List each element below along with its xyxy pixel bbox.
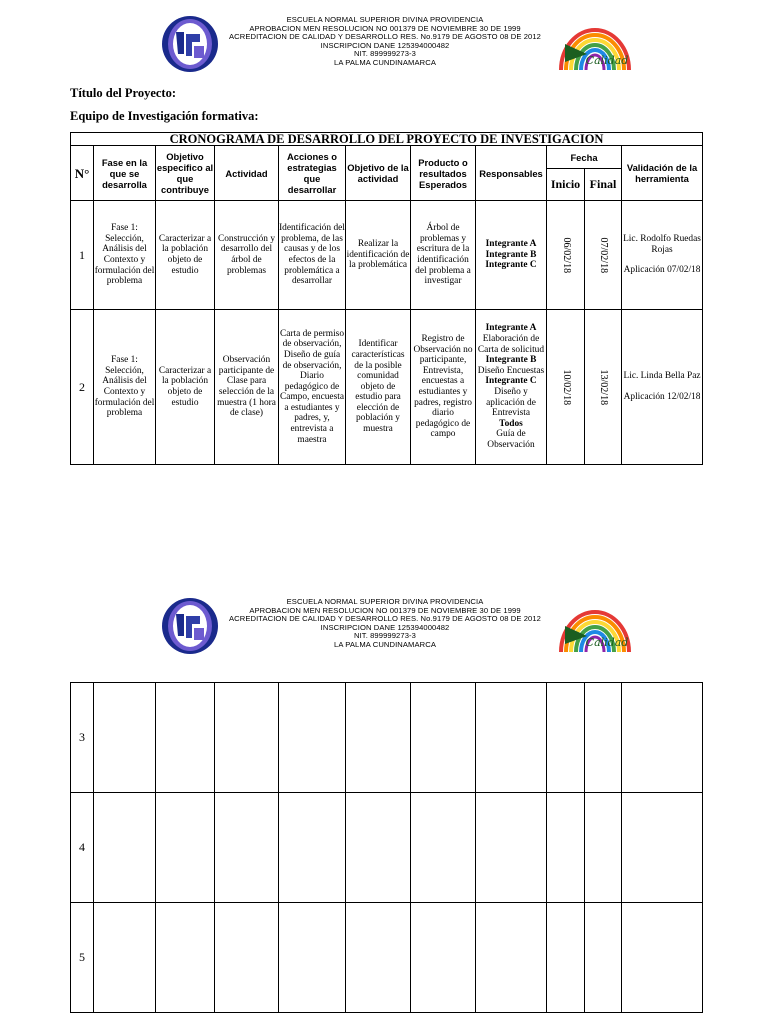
dane-line: INSCRIPCION DANE 125394000482 [320,622,450,632]
responsable: Todos [499,418,523,429]
cell-objetivo-actividad: Identificar características de la posible comunidad objeto de estudio para elección de población y muestra [346,310,411,465]
cell-validacion [622,201,703,310]
accreditation-line: ACREDITACION DE CALIDAD Y DESARROLLO RES. No.9179 DE AGOSTO 08 DE 2012 [229,614,541,624]
cell-acciones: Identificación del problema, de las causas y de los efectos de la problemática a desarrollar [279,201,346,310]
cell-validacion [622,310,703,465]
header-objetivo-especifico: Objetivo especifico al que contribuye [156,146,215,201]
cell-inicio [547,310,585,465]
nit-line: NIT. 899999273-3 [354,631,416,641]
schedule-table [70,132,703,465]
header-no: N° [71,146,94,201]
responsable: Integrante B [485,249,537,260]
cell-producto: Árbol de problemas y escritura de la identificación del problema a investigar [411,201,476,310]
header-objetivo-actividad: Objetivo de la actividad [346,146,411,201]
location-line: LA PALMA CUNDINAMARCA [334,57,436,67]
responsable: Integrante C [485,376,537,387]
validation-date: Aplicación 12/02/18 [623,392,701,402]
cell-responsables [476,201,547,310]
cell-final [585,310,622,465]
validator-name: Lic. Linda Bella Paz [623,371,701,382]
header-inicio: Inicio [547,169,585,201]
quality-rainbow-logo-icon [557,14,633,78]
logo-right-text: Calidad [585,636,629,649]
cell-objetivo-actividad: Realizar la identificación de la problemática [346,201,411,310]
responsable: Integrante C [485,260,537,271]
final-date: 13/02/18 [598,369,610,405]
header-actividad: Actividad [215,146,279,201]
accreditation-line: ACREDITACION DE CALIDAD Y DESARROLLO RES. No.9179 DE AGOSTO 08 DE 2012 [229,32,541,42]
letterhead-text [210,598,560,650]
final-date: 07/02/18 [598,237,610,273]
letterhead-text [210,16,560,68]
cell-acciones: Carta de permiso de observación, Diseño de guía de observación, Diario pedagógico de Campo, encuesta a estudiantes y padres, y, entrevista a maestra [279,310,346,465]
row-number: 1 [71,201,94,310]
school-name: ESCUELA NORMAL SUPERIOR DIVINA PROVIDENCIA [286,15,484,24]
cell-fase: Fase 1: Selección, Análisis del Contexto y formulación del problema [94,310,156,465]
location-line: LA PALMA CUNDINAMARCA [334,639,436,649]
responsable: Integrante A [485,323,537,334]
team-label: Equipo de Investigación formativa: [70,109,259,123]
logo-right-text: Calidad [585,54,629,67]
school-name: ESCUELA NORMAL SUPERIOR DIVINA PROVIDENCIA [286,597,484,606]
project-title-label: Título del Proyecto: [70,86,176,100]
cell-fase: Fase 1: Selección, Análisis del Contexto y formulación del problema [94,201,156,310]
header-acciones: Acciones o estrategias que desarrollar [279,146,346,201]
header-fecha: Fecha [547,146,622,169]
row-number: 3 [71,683,94,793]
table-title: CRONOGRAMA DE DESARROLLO DEL PROYECTO DE INVESTIGACION [71,133,703,146]
cell-actividad: Construcción y desarrollo del árbol de problemas [215,201,279,310]
cell-responsables [476,310,547,465]
validator-name: Lic. Rodolfo Ruedas Rojas [623,234,701,255]
cell-final [585,201,622,310]
row-number: 4 [71,793,94,903]
responsable-task: Diseño Encuestas [477,365,545,376]
letterhead [0,14,768,84]
approval-line: APROBACION MEN RESOLUCION NO 001379 DE NOVIEMBRE 30 DE 1999 [249,23,521,33]
cell-objetivo: Caracterizar a la población objeto de estudio [156,201,215,310]
responsable-task: Guía de Observación [487,429,535,450]
responsable: Integrante A [485,239,537,250]
table-row [71,903,703,1013]
cell-inicio [547,201,585,310]
table-row [71,201,703,310]
inicio-date: 10/02/18 [560,369,572,405]
table-row [71,310,703,465]
header-responsables: Responsables [476,146,547,201]
quality-rainbow-logo-icon [557,596,633,660]
validation-date: Aplicación 07/02/18 [623,265,701,276]
row-number: 5 [71,903,94,1013]
responsable-task: Elaboración de Carta de solicitud [477,334,545,355]
table-row [71,683,703,793]
row-number: 2 [71,310,94,465]
header-fase: Fase en la que se desarrolla [94,146,156,201]
nit-line: NIT. 899999273-3 [354,49,416,59]
header-producto: Producto o resultados Esperados [411,146,476,201]
header-final: Final [585,169,622,201]
cell-actividad: Observación participante de Clase para selección de la muestra (1 hora de clase) [215,310,279,465]
table-row [71,793,703,903]
responsable-task: Diseño y aplicación de Entrevista [486,387,536,419]
letterhead-page-2 [0,596,768,666]
approval-line: APROBACION MEN RESOLUCION NO 001379 DE NOVIEMBRE 30 DE 1999 [249,605,521,615]
dane-line: INSCRIPCION DANE 125394000482 [320,40,450,50]
inicio-date: 06/02/18 [560,237,572,273]
header-validacion: Validación de la herramienta [622,146,703,201]
schedule-table-continued [70,682,703,1013]
cell-producto: Registro de Observación no participante, Entrevista, encuestas a estudiantes y padres, registro diario pedagógico de campo [411,310,476,465]
cell-objetivo: Caracterizar a la población objeto de estudio [156,310,215,465]
responsable: Integrante B [485,355,537,366]
